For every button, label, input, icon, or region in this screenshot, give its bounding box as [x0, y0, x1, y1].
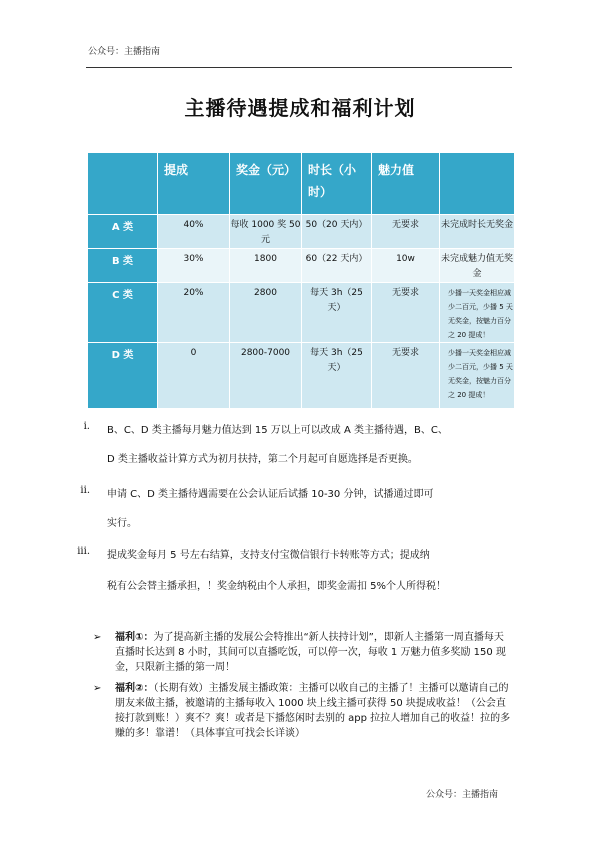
list-item-line: 实行。: [107, 518, 137, 529]
page-title: 主播待遇提成和福利计划: [184, 96, 416, 120]
table-cell: 50（20 天内）: [302, 215, 372, 249]
list-item-line: B、C、D 类主播每月魅力值达到 15 万以上可以改成 A 类主播待遇，B、C、: [107, 425, 448, 436]
welfare-text: 为了提高新主播的发展公会特推出“新人扶持计划”，即新人主播第一周直播每天直播时长达到 8 小时，其间可以直播吃饭，可以停一次，每收 1 万魅力值多奖励 150 现金，只限新主播的第一周！: [115, 632, 506, 673]
table-cell: 无要求: [372, 343, 440, 409]
table-cell: 未完成魅力值无奖金: [440, 249, 515, 283]
row-label: B 类: [88, 249, 158, 283]
table-cell: 每天 3h（25 天）: [302, 343, 372, 409]
welfare-label: 福利①：: [115, 632, 154, 643]
table-cell: 30%: [158, 249, 230, 283]
list-item-line: 申请 C、D 类主播待遇需要在公会认证后试播 10-30 分钟，试播通过即可: [107, 489, 434, 500]
list-item-number: iii.: [77, 546, 90, 557]
header-label: 公众号：主播指南: [88, 47, 161, 57]
row-label: C 类: [88, 283, 158, 343]
table-cell: 10w: [372, 249, 440, 283]
table-header-cell: 提成: [158, 153, 230, 215]
table-cell: 2800: [230, 283, 302, 343]
table-header-cell: [88, 153, 158, 215]
table-cell: 0: [158, 343, 230, 409]
list-item-number: i.: [83, 421, 90, 432]
table-cell: 无要求: [372, 215, 440, 249]
welfare-item: [93, 681, 513, 741]
table-cell: 2800-7000: [230, 343, 302, 409]
table-row: [88, 249, 515, 283]
table-header-cell: [440, 153, 515, 215]
table-row: [88, 215, 515, 249]
table-cell: 每天 3h（25 天）: [302, 283, 372, 343]
footer-label: 公众号：主播指南: [426, 790, 499, 800]
list-item-line: D 类主播收益计算方式为初月扶持，第二个月起可自愿选择是否更换。: [107, 454, 418, 465]
row-label: A 类: [88, 215, 158, 249]
table-header-row: [88, 153, 515, 215]
table-cell: 少播一天奖金相应减少二百元，少播 5 天无奖金，按魅力百分之 20 提成！: [440, 343, 515, 409]
welfare-item: [93, 630, 513, 675]
header-divider: [86, 67, 512, 68]
welfare-text: （长期有效）主播发展主播政策：主播可以收自己的主播了！主播可以邀请自己的朋友来做主播，被邀请的主播每收入 1000 块上线主播可获得 50 块提成收益！（公会直接打款到账！）爽不？爽！或者是下播悠闲时去别的 app 拉拉人增加自己的收益！拉的多赚的多！靠谱！（具体事宜可找会长详谈）: [115, 683, 511, 739]
list-item-line: 税有公会替主播承担，！奖金纳税由个人承担，即奖金需扣 5%个人所得税！: [107, 581, 447, 592]
arrow-bullet-icon: ➢: [93, 683, 102, 694]
list-item-line: 提成奖金每月 5 号左右结算，支持支付宝微信银行卡转账等方式；提成纳: [107, 550, 430, 561]
row-label: D 类: [88, 343, 158, 409]
table-cell: 每收 1000 奖 50 元: [230, 215, 302, 249]
list-item-number: ii.: [80, 485, 90, 496]
table-row: [88, 343, 515, 409]
table-cell: 少播一天奖金相应减少二百元，少播 5 天无奖金，按魅力百分之 20 提成！: [440, 283, 515, 343]
table-row: [88, 283, 515, 343]
table-cell: 无要求: [372, 283, 440, 343]
table-cell: 1800: [230, 249, 302, 283]
table-header-cell: 奖金（元）: [230, 153, 302, 215]
arrow-bullet-icon: ➢: [93, 632, 102, 643]
table-cell: 60（22 天内）: [302, 249, 372, 283]
table-cell: 20%: [158, 283, 230, 343]
table-cell: 40%: [158, 215, 230, 249]
table-cell: 未完成时长无奖金: [440, 215, 515, 249]
welfare-label: 福利②：: [115, 683, 154, 694]
table-header-cell: 时长（小时）: [302, 153, 372, 215]
benefits-table: [87, 152, 515, 409]
table-header-cell: 魅力值: [372, 153, 440, 215]
